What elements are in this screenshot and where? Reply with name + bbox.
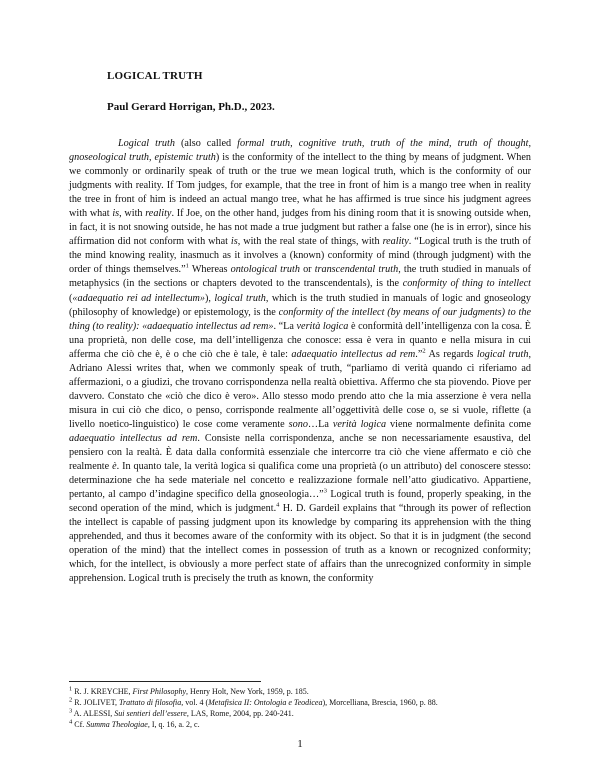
body-text: …La [307,418,333,430]
footnote-volume-title: Metafisica II: Ontologia e Teodicea [208,698,323,707]
footnote-author: R. J. KREYCHE, [72,687,133,696]
term-reality: reality [145,208,172,220]
footnote-author: R. JOLIVET, [72,698,119,707]
page-number: 1 [297,738,303,750]
footnote-1 [69,686,531,697]
body-text: viene normalmente definita come [386,418,531,430]
term-adaequatio-rei: «adaequatio rei ad intellectum» [72,292,206,304]
body-text: , with the real state of things, with [237,236,383,248]
footnote-work-title: Summa Theologiae [86,720,148,729]
term-is: is [112,208,120,220]
document-title: LOGICAL TRUTH [107,70,203,82]
body-text: H. D. Gardeil explains that “through its power of reflection the intellect is capable of passing judgment upon its knowledge by comparing its apprehension with the thing apprehended, and thus it becomes aware of the conformity with its object. So that it is in judgment (the second operation of the mind) that the intellect comes in possession of truth as a known or recognized conformity; which, for the intellect, is obviously a more perfect state of affairs than the unrecognized conformity in simple apprehension. Logical truth is precisely the truth as known, the conformity [69,503,531,585]
term-verita-logica: verità logica [296,320,349,332]
term-adaequatio-intellectus: adaequatio intellectus ad rem [69,432,198,444]
footnote-ref: 2 [422,347,426,355]
footnote-publication: , LAS, Rome, 2004, pp. 240-241. [186,709,294,718]
body-text: , which is the truth studied in manuals of logic and gnoseology (philosophy of knowledge) or epistemology, is the [69,292,531,318]
body-text: ) is the conformity of the intellect to the thing by means of judgment. When we commonly or ordinarily speak of truth or the true we mean logical truth, which is the conformity of our judgments with reality. If Tom judges, for example, that the tree in front of him is a mango tree when in reality the tree in front of him is indeed an actual mango tree, what he has affirmed is true since his judgment agrees with what [69,152,531,220]
body-text: .” [415,348,423,360]
body-text: . In quanto tale, la verità logica si qualifica come una proprietà (o un attributo) del conoscere stesso: determinazione che ha sede materiale nel concetto e realizzazione formale nell’atto giudicativo. Appartiene, pertanto, al campo d’indagine specifico della gnoseologia…” [69,461,531,501]
body-text: Whereas [188,264,231,276]
footnote-publication: , Henry Holt, New York, 1959, p. 185. [186,687,309,696]
term-ontological-truth: ontological truth [230,264,300,276]
footnote-publication: ), Morcelliana, Brescia, 1960, p. 88. [322,698,438,707]
term-logical-truth: logical truth [476,348,529,360]
term-sono: sono [288,418,308,430]
author-line: Paul Gerard Horrigan, Ph.D., 2023. [107,101,275,113]
body-paragraph [69,137,531,587]
body-text: ), [205,292,215,304]
footnote-publication: , vol. 4 ( [181,698,209,707]
term-synonyms: formal truth, cognitive truth, truth of the mind, truth of thought, gnoseological truth, epistemic truth [69,138,532,164]
footnote-work-title: Sui sentieri dell’essere [114,709,187,718]
footnotes [69,686,531,730]
body-text: , Adriano Alessi writes that, when we commonly speak of truth, “parliamo di verità quando ci riferiamo ad affermazioni, o a giudizi, che trovano corrispondenza nella realtà obiettiva. Affermo che sta piovendo. Piove per davvero. Constato che «ciò che dico è vero». Allo stesso modo prendo atto che la mia asserzione è vera nella misura in cui ciò che dico, o penso, corrisponde realmente all’oggettività delle cose o, se si vuole, riflette (a livello noetico-linguistico) le cose come veramente [69,348,531,430]
footnote-author: Cf. [72,720,87,729]
footnote-number: 3 [69,707,73,715]
term-transcendental-truth: transcendental truth [314,264,399,276]
body-text: . Consiste nella corrispondenza, anche se non necessariamente esaustiva, del pensiero con la realtà. È data dalla conformità essenziale che intercorre tra ciò che viene affermato e ciò che realmente [69,432,531,473]
footnote-number: 1 [69,685,73,693]
body-text: or [299,264,315,276]
term-logical-truth: logical truth [214,292,266,304]
term-reality: reality [382,236,409,248]
body-text: As regards [425,348,477,360]
footnote-number: 4 [69,718,73,726]
footnote-3 [69,708,531,719]
footnote-work-title: Trattato di filosofia [118,698,182,707]
footnote-number: 2 [69,696,73,704]
body-text: Logical truth is found, properly speaking, in the second operation of the mind, which is judgment. [69,489,531,515]
body-text: , with [119,208,146,220]
body-text: . If Joe, on the other hand, judges from his dining room that it is snowing outside when, in fact, it is not snowing outside, he has not made a true judgment but rather a false one (he is in error), since his affirmation did not conform with what [69,208,531,248]
term-is: is [230,236,238,248]
term-verita-logica: verità logica [332,418,387,430]
term-conformity-thing: conformity of thing to intellect [402,278,531,290]
footnote-publication: , I, q. 16, a. 2, c. [147,720,200,729]
body-text: (also called [174,138,238,149]
body-text: , the truth studied in manuals of metaphysics (in the sections or chapters devoted to the transcendentals), is the [69,264,532,290]
term-logical-truth: Logical truth [118,138,175,149]
body-text: . “Logical truth is the truth of the mind knowing reality, inasmuch as it involves a (known) conformity of mind (through judgment) with the order of things themselves.” [69,236,531,276]
footnote-divider [69,681,261,682]
body-text: . “La [273,320,297,332]
footnote-work-title: First Philosophy [132,687,187,696]
term-e: è [112,461,117,473]
term-conformity-intellect: conformity of the intellect (by means of our judgments) to the thing (to reality): «adaequatio intellectus ad rem» [69,306,531,332]
body-text: ( [69,292,73,304]
footnote-ref: 4 [276,501,280,509]
footnote-4 [69,719,531,730]
footnote-ref: 3 [323,487,327,495]
footnote-ref: 1 [185,263,189,271]
footnote-2 [69,697,531,708]
term-adaequatio-intellectus: adaequatio intellectus ad rem [291,348,416,360]
footnote-author: A. ALESSI, [72,709,115,718]
body-text: è conformità dell’intelligenza con la cosa. È una proprietà, non delle cose, ma dell’intelligenza che conosce: essa è vera in quanto e nella misura in cui afferma che ciò che è, è o che ciò che è tale, è tale: [69,320,531,360]
